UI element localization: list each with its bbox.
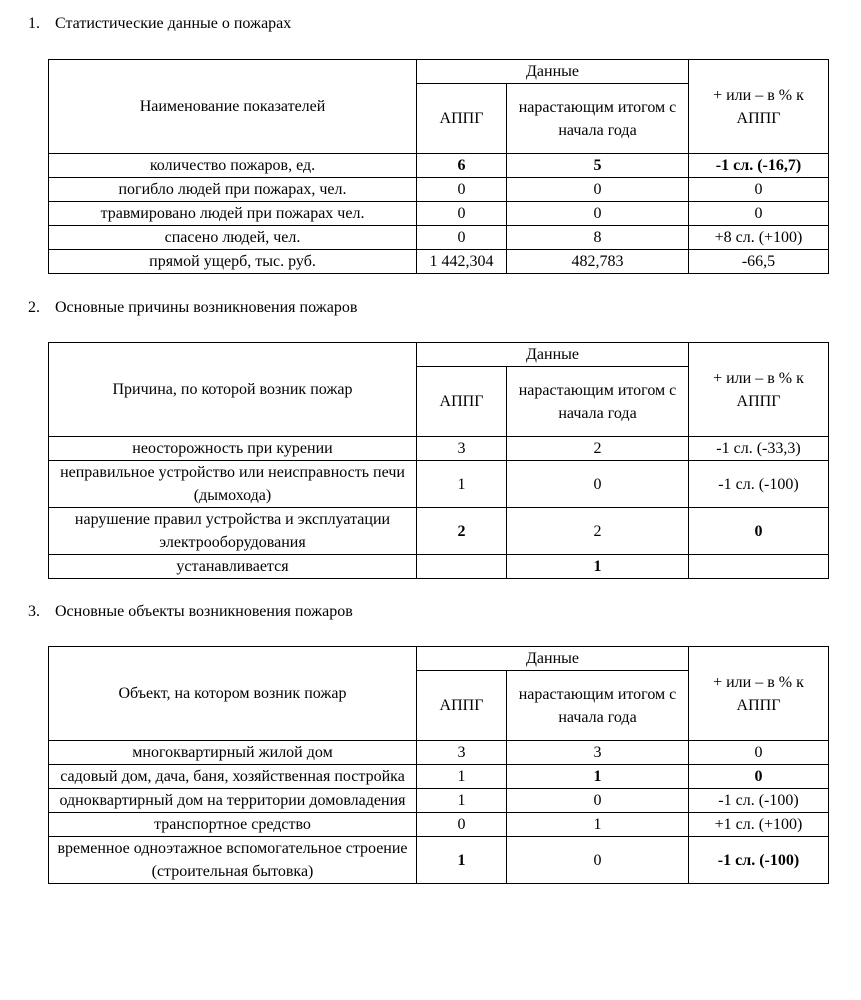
appg-cell: 1 — [417, 837, 507, 884]
section-2-heading — [28, 296, 357, 319]
change-column-header: + или – в % к АППГ — [689, 647, 829, 741]
row-name-cell: одноквартирный дом на территории домовладения — [49, 789, 417, 813]
cumulative-column-header: нарастающим итогом с начала года — [507, 671, 689, 741]
change-cell: -66,5 — [689, 250, 829, 274]
section-1-title: Статистические данные о пожарах — [55, 15, 292, 32]
row-name-cell: нарушение правил устройства и эксплуатации электрооборудования — [49, 508, 417, 555]
row-name-cell: устанавливается — [49, 555, 417, 579]
cumulative-cell: 1 — [507, 813, 689, 837]
section-3-number: 3. — [28, 603, 40, 620]
cumulative-cell: 0 — [507, 178, 689, 202]
change-cell: 0 — [689, 741, 829, 765]
change-cell — [689, 555, 829, 579]
cumulative-cell: 8 — [507, 226, 689, 250]
table-row — [49, 789, 829, 813]
appg-cell: 1 — [417, 789, 507, 813]
cumulative-cell: 0 — [507, 461, 689, 508]
appg-cell: 0 — [417, 202, 507, 226]
table-row — [49, 765, 829, 789]
fire-statistics-table — [48, 59, 829, 274]
section-3-heading — [28, 600, 353, 623]
fire-causes-table — [48, 342, 829, 579]
change-cell: 0 — [689, 765, 829, 789]
change-cell: +8 сл. (+100) — [689, 226, 829, 250]
table-row — [49, 178, 829, 202]
cumulative-column-header: нарастающим итогом с начала года — [507, 367, 689, 437]
change-cell: -1 сл. (-100) — [689, 789, 829, 813]
table-body — [49, 154, 829, 274]
appg-cell: 1 — [417, 765, 507, 789]
data-group-header: Данные — [417, 60, 689, 84]
row-name-cell: транспортное средство — [49, 813, 417, 837]
row-name-cell: садовый дом, дача, баня, хозяйственная постройка — [49, 765, 417, 789]
appg-cell: 2 — [417, 508, 507, 555]
appg-cell: 1 442,304 — [417, 250, 507, 274]
section-2-number: 2. — [28, 299, 40, 316]
data-group-header: Данные — [417, 647, 689, 671]
change-column-header: + или – в % к АППГ — [689, 343, 829, 437]
change-cell: +1 сл. (+100) — [689, 813, 829, 837]
data-group-header: Данные — [417, 343, 689, 367]
row-name-cell: травмировано людей при пожарах чел. — [49, 202, 417, 226]
table-row — [49, 154, 829, 178]
change-cell: -1 сл. (-100) — [689, 461, 829, 508]
row-name-cell: неосторожность при курении — [49, 437, 417, 461]
table-row — [49, 555, 829, 579]
fire-objects-table — [48, 646, 829, 884]
appg-column-header: АППГ — [417, 84, 507, 154]
change-cell: -1 сл. (-100) — [689, 837, 829, 884]
appg-cell: 0 — [417, 226, 507, 250]
table-body — [49, 741, 829, 884]
row-name-cell: неправильное устройство или неисправность печи (дымохода) — [49, 461, 417, 508]
cumulative-cell: 0 — [507, 837, 689, 884]
cumulative-cell: 1 — [507, 555, 689, 579]
table-row — [49, 437, 829, 461]
change-cell: 0 — [689, 178, 829, 202]
table-row — [49, 461, 829, 508]
appg-cell: 6 — [417, 154, 507, 178]
table-row — [49, 837, 829, 884]
appg-cell: 0 — [417, 178, 507, 202]
cumulative-cell: 3 — [507, 741, 689, 765]
change-cell: 0 — [689, 202, 829, 226]
cumulative-cell: 0 — [507, 789, 689, 813]
table-row — [49, 226, 829, 250]
change-column-header: + или – в % к АППГ — [689, 60, 829, 154]
change-cell: 0 — [689, 508, 829, 555]
section-2-title: Основные причины возникновения пожаров — [55, 299, 358, 316]
name-column-header: Объект, на котором возник пожар — [49, 647, 417, 741]
cumulative-cell: 0 — [507, 202, 689, 226]
table-row — [49, 813, 829, 837]
cumulative-cell: 482,783 — [507, 250, 689, 274]
appg-cell: 1 — [417, 461, 507, 508]
table-row — [49, 508, 829, 555]
row-name-cell: временное одноэтажное вспомогательное строение (строительная бытовка) — [49, 837, 417, 884]
appg-cell — [417, 555, 507, 579]
appg-column-header: АППГ — [417, 671, 507, 741]
appg-cell: 0 — [417, 813, 507, 837]
row-name-cell: прямой ущерб, тыс. руб. — [49, 250, 417, 274]
cumulative-cell: 1 — [507, 765, 689, 789]
change-cell: -1 сл. (-33,3) — [689, 437, 829, 461]
row-name-cell: спасено людей, чел. — [49, 226, 417, 250]
change-cell: -1 сл. (-16,7) — [689, 154, 829, 178]
cumulative-cell: 2 — [507, 508, 689, 555]
appg-column-header: АППГ — [417, 367, 507, 437]
row-name-cell: многоквартирный жилой дом — [49, 741, 417, 765]
section-1-number: 1. — [28, 15, 40, 32]
cumulative-cell: 2 — [507, 437, 689, 461]
table-body — [49, 437, 829, 579]
cumulative-column-header: нарастающим итогом с начала года — [507, 84, 689, 154]
cumulative-cell: 5 — [507, 154, 689, 178]
section-3-title: Основные объекты возникновения пожаров — [55, 603, 353, 620]
row-name-cell: количество пожаров, ед. — [49, 154, 417, 178]
section-1-heading — [28, 12, 291, 35]
table-row — [49, 202, 829, 226]
row-name-cell: погибло людей при пожарах, чел. — [49, 178, 417, 202]
appg-cell: 3 — [417, 741, 507, 765]
appg-cell: 3 — [417, 437, 507, 461]
name-column-header: Наименование показателей — [49, 60, 417, 154]
name-column-header: Причина, по которой возник пожар — [49, 343, 417, 437]
table-row — [49, 250, 829, 274]
table-row — [49, 741, 829, 765]
